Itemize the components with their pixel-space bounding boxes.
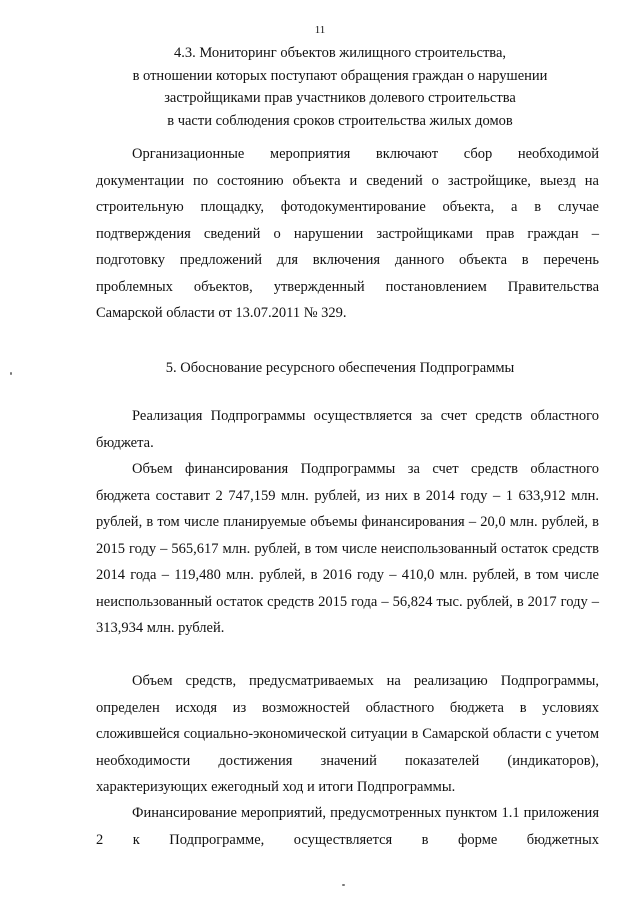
scan-speck xyxy=(342,884,345,886)
section-5-paragraph-2: Объем финансирования Подпрограммы за счет средств областного бюджета составит 2 747,159 млн. рублей, из них в 2014 году – 1 633,912 млн. рублей, в том числе планируемые объемы финансирования – 20,0 млн. рублей, в 2015 году – 565,617 млн. рублей, в том числе неиспользованный остаток средств 2014 года – 119,480 млн. рублей, в 2016 году – 410,0 млн. рублей, в том числе неиспользованный остаток средств 2015 года – 56,824 тыс. рублей, в 2017 году – 313,934 млн. рублей. xyxy=(96,461,599,636)
section-4-3-paragraph: Организационные мероприятия включают сбор необходимой документации по состоянию объекта и сведений о застройщике, выезд на строительную площадку, фотодокументирование объекта, а в случае подтверждения сведений о нарушении застройщиками прав граждан – подготовку предложений для включения данного объекта в перечень проблемных объектов, утвержденный постановлением Правительства Самарской области от 13.07.2011 № 329. xyxy=(96,146,599,321)
scan-speck xyxy=(10,372,12,375)
heading-line: в отношении которых поступают обращения граждан о нарушении xyxy=(132,67,548,84)
section-4-3-heading xyxy=(80,42,600,132)
heading-line: застройщиками прав участников долевого строительства xyxy=(164,90,516,106)
section-5-paragraph-3: Объем средств, предусматриваемых на реализацию Подпрограммы, определен исходя из возможностей областного бюджета в условиях сложившейся социально-экономической ситуации в Самарской области с учетом необходимости достижения значений показателей (индикаторов), характеризующих ежегодный ход и итоги Подпрограммы. xyxy=(96,673,599,795)
heading-line: 4.3. Мониторинг объектов жилищного строительства, xyxy=(173,45,507,61)
section-5-paragraph-1: Реализация Подпрограммы осуществляется за счет средств областного бюджета. xyxy=(96,408,599,451)
section-5-heading: 5. Обоснование ресурсного обеспечения Подпрограммы xyxy=(165,360,515,376)
heading-line: в части соблюдения сроков строительства жилых домов xyxy=(167,112,513,129)
page-number: 11 xyxy=(314,24,326,36)
section-5-paragraph-4: Финансирование мероприятий, предусмотренных пунктом 1.1 приложения 2 к Подпрограмме, осуществляется в форме бюджетных xyxy=(96,805,599,848)
